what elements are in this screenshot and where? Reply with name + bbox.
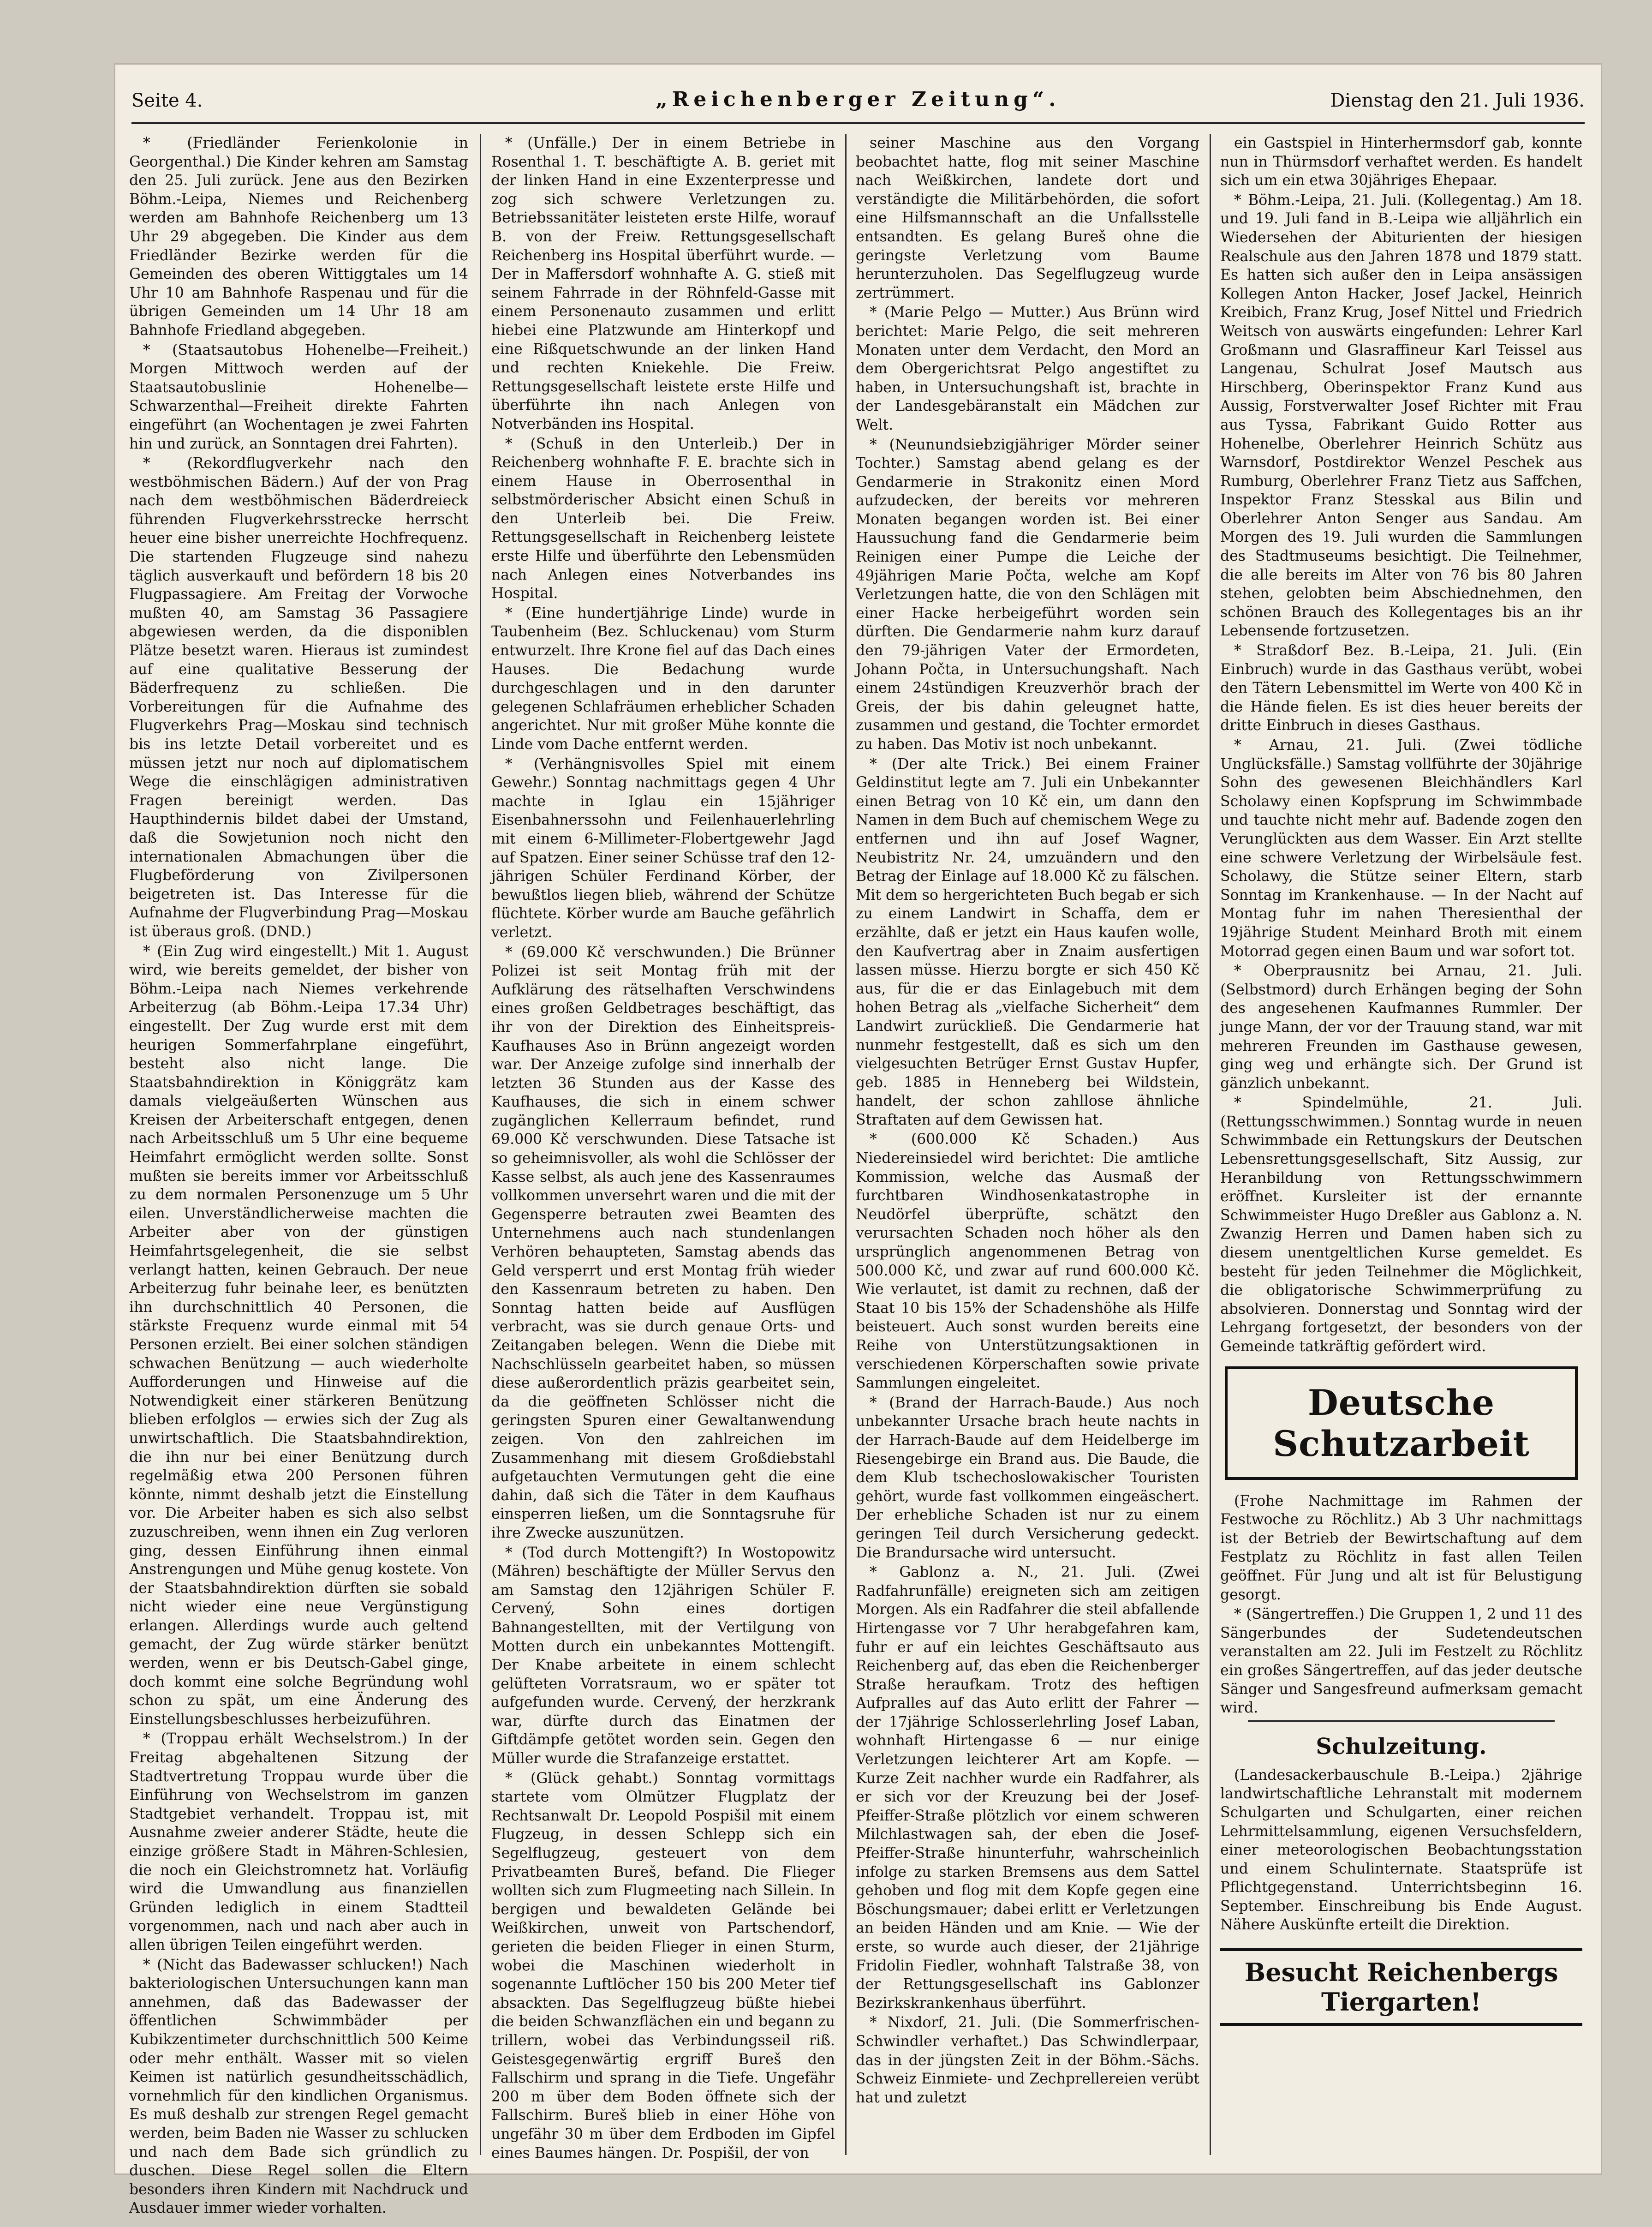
article: * (Nicht das Badewasser schlucken!) Nach bakteriologischen Untersuchungen kann man annehmen, daß das Badewasser der öffentlichen Schwimmbäder per Kubikzentimeter durchschnittlich 500 Keime oder mehr enthält. Wasser mit so vielen Keimen ist natürlich gesundheitsschädlich, vornehmlich für den kindlichen Organismus. Es muß deshalb zur strengen Regel gemacht werden, beim Baden nie Wasser zu schlucken und nach dem Bade sich gründlich zu duschen. Diese Regel sollen die Eltern besonders ihren Kindern mit Nachdruck und Ausdauer immer wieder vorhalten.	[129, 1956, 468, 2217]
article: * (Marie Pelgo — Mutter.) Aus Brünn wird berichtet: Marie Pelgo, die seit mehreren Monaten unter dem Verdacht, den Mord an dem Obergerichtsrat Pelgo angestiftet zu haben, in Untersuchungshaft ist, brachte in der Landesgebäranstalt ein Mädchen zur Welt.	[856, 304, 1199, 433]
article: * (Der alte Trick.) Bei einem Frainer Geldinstitut legte am 7. Juli ein Unbekannter einen Betrag von 10 Kč ein, um dann den Namen in dem Buch auf chemischem Wege zu entfernen und ihn auf Josef Wagner, Neubistritz Nr. 24, umzuändern und den Betrag der Einlage auf 18.000 Kč zu fälschen. Mit dem so hergerichteten Buch begab er sich zu einem Landwirt in Schaffa, dem er erzählte, daß er jetzt ein Haus kaufen wolle, den Kaufvertrag aber in Znaim ausfertigen lassen müsse. Hierzu borgte er sich 450 Kč aus, für die er das Einlagebuch mit dem hohen Betrag als „vielfache Sicherheit“ dem Landwirt zurückließ. Die Gendarmerie hat nunmehr festgestellt, daß es sich um den vielgesuchten Betrüger Ernst Gustav Hupfer, geb. 1885 in Henneberg bei Wildstein, handelt, der schon zahllose ähnliche Straftaten auf dem Gewissen hat.	[856, 755, 1199, 1128]
newspaper-title: „Reichenberger Zeitung“.	[656, 88, 1061, 111]
column-2	[491, 134, 835, 2164]
article: * (Ein Zug wird eingestellt.) Mit 1. August wird, wie bereits gemeldet, der bisher von Böhm.-Leipa nach Niemes verkehrende Arbeiterzug (ab Böhm.-Leipa 17.34 Uhr) eingestellt. Der Zug wurde erst mit dem heurigen Sommerfahrplane eingeführt, besteht also nicht lange. Die Staatsbahndirektion in Königgrätz kam damals vielgeäußerten Wünschen aus Kreisen der Arbeiterschaft entgegen, denen nach Arbeitsschluß um 5 Uhr eine bequeme Heimfahrt ermöglicht werden sollte. Sonst mußten sie bereits immer vor Arbeitsschluß zu dem normalen Personenzuge um 5 Uhr eilen. Unverständlicherweise machten die Arbeiter aber von der günstigen Heimfahrtsgelegenheit, die sie selbst verlangt hatten, keinen Gebrauch. Der neue Arbeiterzug fuhr beinahe leer, es benützten ihn durchschnittlich 40 Personen, die stärkste Frequenz wurde einmal mit 54 Personen erzielt. Bei einer solchen ständigen schwachen Benützung — auch wiederholte Aufforderungen und Hinweise auf die Notwendigkeit einer stärkeren Benützung blieben erfolglos — erwies sich der Zug als unwirtschaftlich. Die Staatsbahndirektion, die ihn nur bei einer Benützung durch regelmäßig etwa 200 Personen führen könnte, nimmt deshalb jetzt die Einstellung vor. Die Arbeiter haben es sich also selbst zuzuschreiben, wenn ihnen ein Zug verloren ging, dessen Einführung ihnen einmal Anstrengungen und Mühe genug kostete. Von der Staatsbahndirektion dürften sie sobald nicht wieder eine neue Vergünstigung erlangen. Allerdings wurde auch geltend gemacht, der Zug würde stärker benützt werden, wenn er bis Deutsch-Gabel ginge, doch kommt eine solche Begründung wohl schon zu spät, um eine Änderung des Einstellungsbeschlusses herbeizuführen.	[129, 943, 468, 1728]
article: * (Glück gehabt.) Sonntag vormittags startete vom Olmützer Flugplatz der Rechtsanwalt Dr. Leopold Pospišil mit einem Flugzeug, in dessen Schlepp sich ein Segelflugzeug, gesteuert von dem Privatbeamten Bureš, befand. Die Flieger wollten sich zum Flugmeeting nach Sillein. In bergigen und bewaldeten Gelände bei Weißkirchen, unweit von Partschendorf, gerieten die beiden Flieger in einen Sturm, wobei die Maschinen wiederholt in sogenannte Luftlöcher 150 bis 200 Meter tief absackten. Das Segelflugzeug büßte hiebei die beiden Schwanzflächen ein und begann zu trillern, wobei das Verbindungsseil riß. Geistesgegenwärtig ergriff Bureš den Fallschirm und sprang in die Tiefe. Ungefähr 200 m über dem Boden öffnete sich der Fallschirm. Bureš blieb in einer Höhe von ungefähr 30 m über dem Erdboden im Gipfel eines Baumes hängen. Dr. Pospišil, der von	[491, 1770, 835, 2161]
article: * (Tod durch Mottengift?) In Wostopowitz (Mähren) beschäftigte der Müller Servus den am Samstag den 12jährigen Schüler F. Cervený, Sohn eines dortigen Bahnangestellten, mit der Vertilgung von Motten durch ein unbekanntes Mottengift. Der Knabe arbeitete in einem schlecht gelüfteten Vorratsraum, wo er später tot aufgefunden wurde. Cervený, der herzkrank war, dürfte durch das Einatmen der Giftdämpfe getötet worden sein. Gegen den Müller wurde die Strafanzeige erstattet.	[491, 1544, 835, 1767]
article: (Landesackerbauschule B.-Leipa.) 2jährige landwirtschaftliche Lehranstalt mit modernem Schulgarten und Schulgarten, einer reichen Lehrmittelsammlung, eigenen Versuchsfeldern, einer meteorologischen Beobachtungsstation und einem Schulinternate. Staatsprüfe ist Pflichtgegenstand. Unterrichtsbeginn 16. September. Einschreibung bis Ende August. Nähere Auskünfte erteilt die Direktion.	[1220, 1766, 1582, 1934]
article: * (Brand der Harrach-Baude.) Aus noch unbekannter Ursache brach heute nachts in der Harrach-Baude auf dem Heidelberge im Riesengebirge ein Brand aus. Die Baude, die dem Klub tschechoslowakischer Touristen gehört, wurde fast vollkommen eingeäschert. Der erhebliche Schaden ist nur zu einem geringen Teil durch Versicherung gedeckt. Die Brandursache wird untersucht.	[856, 1394, 1199, 1561]
article: * Arnau, 21. Juli. (Zwei tödliche Unglücksfälle.) Samstag vollführte der 30jährige Sohn des gewesenen Bleichhändlers Karl Scholawy einen Kopfsprung im Schwimmbade und tauchte nicht mehr auf. Badende zogen den Verunglückten aus dem Wasser. Ein Arzt stellte eine schwere Verletzung der Wirbelsäule fest. Scholawy, die Stütze seiner Eltern, starb Sonntag im Krankenhause. — In der Nacht auf Montag fuhr im nahen Theresienthal der 19jährige Student Meinhard Broth mit einem Motorrad gegen einen Baum und war sofort tot.	[1220, 737, 1582, 960]
article: * (600.000 Kč Schaden.) Aus Niedereinsiedel wird berichtet: Die amtliche Kommission, welche das Ausmaß der furchtbaren Windhosenkatastrophe in Neudörfel überprüfte, schätzt den verursachten Schaden noch höher als den ursprünglich angenommenen Betrag von 500.000 Kč, und zwar auf rund 600.000 Kč. Wie verlautet, ist damit zu rechnen, daß der Staat 10 bis 15% der Schadenshöhe als Hilfe beisteuert. Auch sonst wurden bereits eine Reihe von Unterstützungsaktionen in verschiedenen Körperschaften sowie private Sammlungen eingeleitet.	[856, 1131, 1199, 1392]
article: (Frohe Nachmittage im Rahmen der Festwoche zu Röchlitz.) Ab 3 Uhr nachmittags ist der Betrieb der Bewirtschaftung auf dem Festplatz zu Röchlitz in fast allen Teilen geöffnet. Für Jung und alt ist für Belustigung gesorgt.	[1220, 1492, 1582, 1603]
article: * (Neunundsiebzigjähriger Mörder seiner Tochter.) Samstag abend gelang es der Gendarmerie in Strakonitz einen Mord aufzudecken, der bereits vor mehreren Monaten begangen worden ist. Bei einer Haussuchung fand die Gendarmerie beim Reinigen einer Pumpe die Leiche der 49jährigen Marie Počta, welche am Kopf Verletzungen hatte, die von den Schlägen mit einer Hacke herbeigeführt worden sein dürften. Die Gendarmerie nahm kurz darauf den 79-jährigen Vater der Ermordeten, Johann Počta, in Untersuchungshaft. Nach einem 24stündigen Kreuzverhör brach der Greis, der bis dahin geleugnet hatte, zusammen und gestand, die Tochter ermordet zu haben. Das Motiv ist noch unbekannt.	[856, 436, 1199, 753]
article: * (Eine hundertjährige Linde) wurde in Taubenheim (Bez. Schluckenau) vom Sturm entwurzelt. Ihre Krone fiel auf das Dach eines Hauses. Die Bedachung wurde durchgeschlagen und in den darunter gelegenen Schlafräumen erheblicher Schaden angerichtet. Nur mit großer Mühe konnte die Linde vom Dache entfernt werden.	[491, 605, 835, 753]
section-divider	[1248, 1720, 1555, 1722]
column-rule	[1210, 134, 1211, 2155]
column-4	[1220, 134, 1582, 2164]
article: * (Schuß in den Unterleib.) Der in Reichenberg wohnhafte F. E. brachte sich in einem Hause in Oberrosenthal in selbstmörderischer Absicht einen Schuß in den Unterleib bei. Die Freiw. Rettungsgesellschaft in Reichenberg leistete erste Hilfe und überführte den Lebensmüden nach Anlegen eines Notverbandes ins Hospital.	[491, 435, 835, 602]
article: * (Rekordflugverkehr nach den westböhmischen Bädern.) Auf der von Prag nach dem westböhmischen Bäderdreieck führenden Flugverkehrsstrecke herrscht heuer eine bisher unerreichte Hochfrequenz. Die startenden Flugzeuge sind nahezu täglich ausverkauft und befördern 18 bis 20 Flugpassagiere. Am Freitag der Vorwoche mußten 40, am Samstag 36 Passagiere abgewiesen werden, da die disponiblen Plätze besetzt waren. Hieraus ist zumindest auf eine qualitative Besserung der Bäderfrequenz zu schließen. Die Vorbereitungen für die Aufnahme des Flugverkehrs Prag—Moskau sind technisch bis ins letzte Detail vorbereitet und es müssen jetzt nur noch auf diplomatischem Wege die einschlägigen administrativen Fragen bereinigt werden. Das Haupthindernis bildet dabei der Umstand, daß die Sowjetunion noch nicht den internationalen Abmachungen über die Flugbeförderung von Zivilpersonen beigetreten ist. Das Interesse für die Aufnahme der Flugverbindung Prag—Moskau ist überaus groß. (DND.)	[129, 455, 468, 940]
article: * Gablonz a. N., 21. Juli. (Zwei Radfahrunfälle) ereigneten sich am zeitigen Morgen. Als ein Radfahrer die steil abfallende Hirtengasse vor 7 Uhr herabgefahren kam, fuhr er auf ein leichtes Geschäftsauto aus Reichenberg auf, das eben die Reichenberger Straße heraufkam. Trotz des heftigen Aufpralles auf das Auto erlitt der Fahrer — der 17jährige Schlosserlehrling Josef Laban, wohnhaft Hirtengasse 6 — nur einige Verletzungen leichterer Art am Kopfe. — Kurze Zeit nachher wurde ein Radfahrer, als er sich vor der Kreuzung bei der Josef-Pfeiffer-Straße plötzlich vor einem schweren Milchlastwagen sah, der eben die Josef-Pfeiffer-Straße hinunterfuhr, wahrscheinlich infolge zu starken Bremsens aus dem Sattel gehoben und flog mit dem Kopfe gegen eine Böschungsmauer; dabei erlitt er Verletzungen an beiden Händen und am Knie. — Wie der erste, so wurde auch dieser, der 21jährige Fridolin Fiedler, wohnhaft Talstraße 38, von der Rettungsgesellschaft ins Gablonzer Bezirkskrankenhaus überführt.	[856, 1564, 1199, 2011]
issue-date: Dienstag den 21. Juli 1936.	[1330, 90, 1585, 111]
advertisement-banner: Besucht Reichenbergs Tiergarten!	[1220, 1948, 1582, 2026]
article: * Oberprausnitz bei Arnau, 21. Juli. (Selbstmord) durch Erhängen beging der Sohn des angesehenen Kaufmannes Rummler. Der junge Mann, der vor der Trauung stand, war mit mehreren Freunden im Gasthause gewesen, ging weg und erhängte sich. Der Grund ist gänzlich unbekannt.	[1220, 963, 1582, 1092]
article: * (Staatsautobus Hohenelbe—Freiheit.) Morgen Mittwoch werden auf der Staatsautobuslinie Hohenelbe—Schwarzenthal—Freiheit direkte Fahrten eingeführt (an Wochentagen je zwei Fahrten hin und zurück, an Sonntagen drei Fahrten).	[129, 341, 468, 452]
article: seiner Maschine aus den Vorgang beobachtet hatte, flog mit seiner Maschine nach Weißkirchen, landete dort und verständigte die Militärbehörden, die sofort eine Hilfsmannschaft an die Unfallsstelle entsandten. Es gelang Bureš ohne die geringste Verletzung vom Baume herunterzuholen. Das Segelflugzeug wurde zertrümmert.	[856, 135, 1199, 301]
article: * (Troppau erhält Wechselstrom.) In der Freitag abgehaltenen Sitzung der Stadtvertretung Troppau wurde über die Einführung von Wechselstrom im ganzen Stadtgebiet verhandelt. Troppau ist, mit Ausnahme zweier anderer Städte, heute die einzige größere Stadt in Mähren-Schlesien, die noch ein Gleichstromnetz hat. Vorläufig wird die Umwandlung aus finanziellen Gründen lediglich in einem Stadtteil vorgenommen, nach und nach aber auch in allen übrigen Teilen eingeführt werden.	[129, 1730, 468, 1953]
article: * (69.000 Kč verschwunden.) Die Brünner Polizei ist seit Montag früh mit der Aufklärung des rätselhaften Verschwindens eines großen Geldbetrages beschäftigt, das ihr von der Direktion des Einheitspreis-Kaufhauses Aso in Brünn angezeigt worden war. Der Anzeige zufolge sind innerhalb der letzten 36 Stunden aus der Kasse des Kaufhauses, die sich in einem schwer zugänglichen Kellerraum befindet, rund 69.000 Kč verschwunden. Diese Tatsache ist so geheimnisvoller, als wohl die Schlösser der Kasse selbst, als auch jene des Kassenraumes vollkommen unversehrt waren und die mit der Gegensperre betrauten zwei Beamten des Unternehmens auch nach stundenlangen Verhören behaupteten, Samstag abends das Geld versperrt und erst Montag früh wieder den Kassenraum betreten zu haben. Den Sonntag hatten beide auf Ausflügen verbracht, was sie durch genaue Orts- und Zeitangaben belegen. Wenn die Diebe mit Nachschlüsseln gearbeitet haben, so müssen diese außerordentlich präzis gearbeitet sein, da die geöffneten Schlösser nicht die geringsten Spuren einer Gewaltanwendung zeigen. Von den zahlreichen im Zusammenhang mit diesem Großdiebstahl aufgetauchten Vermutungen geht die eine dahin, daß sich die Täter in dem Kaufhaus einsperren ließen, um die Sonntagsruhe für ihre Zwecke auszunützen.	[491, 944, 835, 1541]
article: * (Sängertreffen.) Die Gruppen 1, 2 und 11 des Sängerbundes der Sudetendeutschen veranstalten am 22. Juli im Festzelt zu Röchlitz ein großes Sängertreffen, auf das jeder deutsche Sänger und Sangesfreund aufmerksam gemacht wird.	[1220, 1606, 1582, 1717]
column-3	[856, 134, 1199, 2164]
page-number: Seite 4.	[131, 90, 203, 111]
article: ein Gastspiel in Hinterhermsdorf gab, konnte nun in Thürmsdorf verhaftet werden. Es handelt sich um ein etwa 30jähriges Ehepaar.	[1220, 135, 1582, 189]
article: * Böhm.-Leipa, 21. Juli. (Kollegentag.) Am 18. und 19. Juli fand in B.-Leipa wie alljährlich ein Wiedersehen der Abiturienten der hiesigen Realschule aus den Jahren 1878 und 1879 statt. Es hatten sich außer den in Leipa ansässigen Kollegen Anton Hacker, Josef Jackel, Heinrich Kreibich, Franz Krug, Josef Nittel und Friedrich Weitsch von auswärts eingefunden: Lehrer Karl Großmann und Glasraffineur Karl Teissel aus Langenau, Schulrat Josef Mautsch aus Hirschberg, Oberinspektor Franz Kund aus Aussig, Forstverwalter Josef Richter mit Frau aus Tyssa, Fabrikant Guido Rotter aus Hohenelbe, Oberlehrer Heinrich Schütz aus Warnsdorf, Postdirektor Wenzel Peschek aus Rumburg, Oberlehrer Franz Tietz aus Saffchen, Inspektor Franz Stesskal aus Bilin und Oberlehrer Anton Senger aus Sandau. Am Morgen des 19. Juli wurden die Sammlungen des Stadtmuseums besichtigt. Die Teilnehmer, die alle bereits im Alter von 76 bis 80 Jahren stehen, gelobten beim Abschiednehmen, den schönen Brauch des Kollegentages bis an ihr Lebensende fortzusetzen.	[1220, 192, 1582, 640]
newspaper-page	[115, 65, 1601, 2217]
column-rule	[845, 134, 847, 2155]
column-1	[129, 134, 468, 2217]
section-heading: Schulzeitung.	[1316, 1733, 1487, 1760]
section-box-title: Deutsche Schutzarbeit	[1225, 1366, 1578, 1480]
column-rule	[480, 134, 481, 2155]
article: * Spindelmühle, 21. Juli. (Rettungsschwimmen.) Sonntag wurde in neuen Schwimmbade ein Rettungskurs der Deutschen Lebensrettungsgesellschaft, Sitz Aussig, zur Heranbildung von Rettungsschwimmern eröffnet. Kursleiter ist der ernannte Schwimmeister Hugo Dreßler aus Gablonz a. N. Zwanzig Herren und Damen haben sich zu diesem unentgeltlichen Kurse gemeldet. Es besteht für jeden Teilnehmer die Möglichkeit, die obligatorische Schwimmerprüfung zu absolvieren. Donnerstag und Sonntag wird der Lehrgang fortgesetzt, der besonders von der Gemeinde tatkräftig gefördert wird.	[1220, 1095, 1582, 1355]
article: * (Friedländer Ferienkolonie in Georgenthal.) Die Kinder kehren am Samstag den 25. Juli zurück. Jene aus den Bezirken Böhm.-Leipa, Niemes und Reichenberg werden am Bahnhofe Reichenberg um 13 Uhr 29 abgegeben. Die Kinder aus dem Friedländer Bezirke werden für die Gemeinden des oberen Wittiggtales um 14 Uhr 10 am Bahnhofe Raspenau und für die übrigen Gemeinden um 14 Uhr 18 am Bahnhofe Friedland abgegeben.	[129, 135, 468, 339]
page-header	[131, 85, 1585, 124]
article: * (Unfälle.) Der in einem Betriebe in Rosenthal 1. T. beschäftigte A. B. geriet mit der linken Hand in eine Exzenterpresse und zog sich schwere Verletzungen zu. Betriebssanitäter leisteten erste Hilfe, worauf B. von der Freiw. Rettungsgesellschaft Reichenberg ins Hospital überführt wurde. — Der in Maffersdorf wohnhafte A. G. stieß mit seinem Fahrrade in der Röhnfeld-Gasse mit einem Personenauto zusammen und erlitt hiebei eine Platzwunde am Hinterkopf und eine Rißquetschwunde an der linken Hand und rechten Kniekehle. Die Freiw. Rettungsgesellschaft leistete erste Hilfe und überführte ihn nach Anlegen von Notverbänden ins Hospital.	[491, 135, 835, 432]
article: * Straßdorf Bez. B.-Leipa, 21. Juli. (Ein Einbruch) wurde in das Gasthaus verübt, wobei den Tätern Lebensmittel im Werte von 400 Kč in die Hände fielen. Es ist dies heuer bereits der dritte Einbruch in dieses Gasthaus.	[1220, 642, 1582, 734]
article: * (Verhängnisvolles Spiel mit einem Gewehr.) Sonntag nachmittags gegen 4 Uhr machte in Iglau ein 15jähriger Eisenbahnerssohn und Feilenhauerlehrling mit einem 6-Millimeter-Flobertgewehr Jagd auf Spatzen. Einer seiner Schüsse traf den 12-jährigen Schüler Ferdinand Körber, der bewußtlos liegen blieb, während der Schütze flüchtete. Körber wurde am Bauche gefährlich verletzt.	[491, 755, 835, 941]
article: * Nixdorf, 21. Juli. (Die Sommerfrischen-Schwindler verhaftet.) Das Schwindlerpaar, das in der jüngsten Zeit in der Böhm.-Sächs. Schweiz Einmiete- und Zechprellereien verübt hat und zuletzt	[856, 2014, 1199, 2106]
